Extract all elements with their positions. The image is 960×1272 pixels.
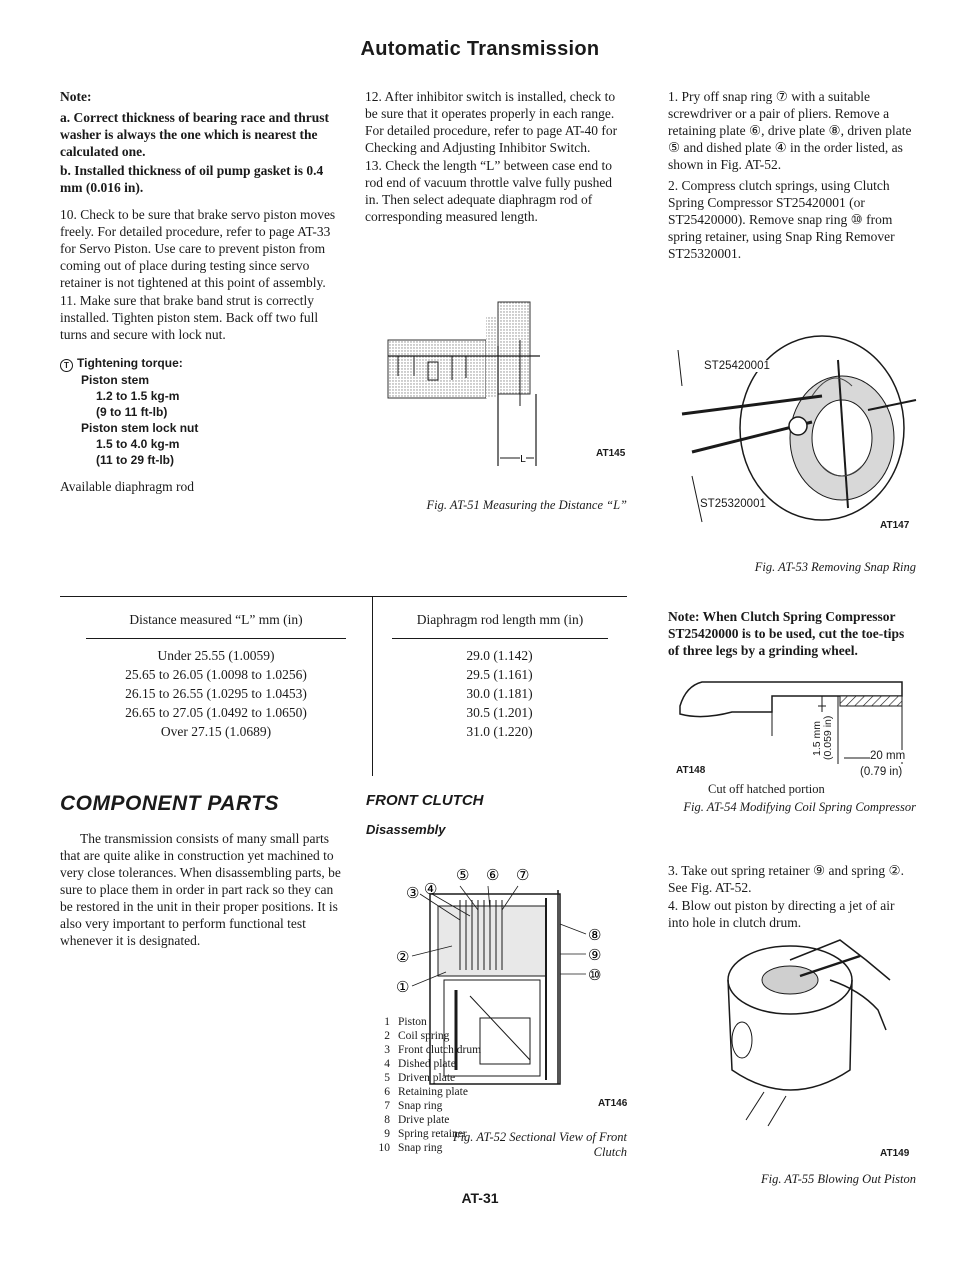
right-step-4: 4. Blow out piston by directing a jet of air into hole in clutch drum.	[668, 898, 895, 930]
torque-title: Tightening torque:	[77, 356, 183, 370]
right-note: Note: When Clutch Spring Compressor ST25420000 is to be used, cut the toe-tips of three legs by a grinding wheel.	[668, 609, 905, 658]
callout-3: ③	[406, 886, 420, 902]
part-name: Dished plate	[398, 1058, 456, 1070]
part-name: Retaining plate	[398, 1086, 468, 1098]
step-10: 10. Check to be sure that brake servo piston moves freely. For detailed procedure, refer to page AT-33 for Servo Piston. Use care to prevent piston from coming out of place during testing since servo retainer is not tightened at this point of assembly.	[60, 207, 336, 290]
callout-8: ⑧	[588, 928, 602, 944]
list-item	[370, 1099, 540, 1113]
step-13: 13. Check the length “L” between case end to rod end of vacuum throttle valve fully pushed in. Then select adequate diaphragm rod of corresponding measured length.	[365, 158, 613, 224]
table-top-rule	[60, 596, 627, 597]
table-row	[60, 684, 627, 703]
left-column	[60, 88, 345, 495]
part-name: Snap ring	[398, 1100, 443, 1112]
part-name: Front clutch drum	[398, 1044, 482, 1056]
middle-column	[365, 88, 627, 225]
right-column	[668, 88, 916, 262]
list-item	[370, 1029, 540, 1043]
fig54-ref: AT148	[676, 765, 706, 776]
note-b: b. Installed thickness of oil pump gasket is 0.4 mm (0.016 in).	[60, 163, 324, 195]
page-title: Automatic Transmission	[360, 38, 600, 60]
fig51-dim-label: L	[520, 454, 526, 465]
fig54-hatch-label: Cut off hatched portion	[708, 782, 825, 796]
table-cell-rod-length: 29.5 (1.161)	[466, 667, 533, 682]
front-clutch-heading: FRONT CLUTCH	[366, 792, 484, 809]
fig54-dim-1: 1.5 mm (0.059 in)	[811, 715, 834, 761]
disassembly-subheading: Disassembly	[366, 822, 446, 837]
torque-line-1: Piston stem	[81, 373, 150, 387]
torque-line-3: (9 to 11 ft-lb)	[96, 405, 168, 419]
callout-2: ②	[396, 950, 410, 966]
right-step-2: 2. Compress clutch springs, using Clutch Spring Compressor ST25420001 (or ST25420000). Remove snap ring ⑩ from spring retainer, using Snap Ring Remover ST25320001.	[668, 178, 895, 261]
list-item	[370, 1085, 540, 1099]
part-number: 8	[384, 1114, 390, 1126]
right-step-1: 1. Pry off snap ring ⑦ with a suitable screwdriver or a pair of pliers. Remove a retaining plate ⑥, drive plate ⑧, driven plate ⑤ and dished plate ④ in the order listed, as shown in Fig. AT-52.	[668, 89, 912, 172]
part-name: Spring retainer	[398, 1128, 467, 1140]
available-rod: Available diaphragm rod	[60, 479, 194, 494]
part-number: 7	[384, 1100, 390, 1112]
part-number: 1	[384, 1016, 390, 1028]
note-title: Note:	[60, 89, 92, 104]
page-number: AT-31	[461, 1190, 499, 1206]
table-cell-distance: Over 27.15 (1.0689)	[160, 724, 272, 739]
right-step-3: 3. Take out spring retainer ⑨ and spring ②. See Fig. AT-52.	[668, 863, 904, 895]
fig55-ref: AT149	[880, 1148, 910, 1159]
diaphragm-table	[60, 646, 627, 741]
table-row	[60, 703, 627, 722]
table-cell-rod-length: 31.0 (1.220)	[466, 724, 533, 739]
table-cell-distance: 26.65 to 27.05 (1.0492 to 1.0650)	[125, 705, 307, 720]
callout-4: ④	[424, 882, 438, 898]
table-cell-rod-length: 29.0 (1.142)	[466, 648, 533, 663]
table-cell-distance: Under 25.55 (1.0059)	[157, 648, 275, 663]
table-header-underline-left	[86, 638, 346, 639]
table-body	[60, 646, 627, 741]
callout-1: ①	[396, 980, 410, 996]
part-number: 3	[384, 1044, 390, 1056]
tightening-torque	[60, 355, 345, 468]
part-number: 2	[384, 1030, 390, 1042]
fig53-caption: Fig. AT-53 Removing Snap Ring	[754, 560, 916, 574]
table-cell-rod-length: 30.0 (1.181)	[466, 686, 533, 701]
component-parts-heading: COMPONENT PARTS	[60, 792, 280, 815]
fig53-ref: AT147	[880, 520, 910, 531]
fig51-ref: AT145	[596, 448, 626, 459]
part-number: 4	[384, 1058, 390, 1070]
list-item	[370, 1043, 540, 1057]
fig54-dim-2a: 20 mm	[870, 750, 906, 762]
table-header-right: Diaphragm rod length mm (in)	[416, 612, 584, 627]
table-cell-distance: 25.65 to 26.05 (1.0098 to 1.0256)	[125, 667, 307, 682]
table-cell-distance: 26.15 to 26.55 (1.0295 to 1.0453)	[125, 686, 307, 701]
callout-6: ⑥	[486, 868, 500, 884]
fig54-dim-2b: (0.79 in)	[860, 766, 903, 778]
torque-line-5: 1.5 to 4.0 kg-m	[96, 437, 180, 451]
fig53-label-2: ST25320001	[700, 498, 766, 510]
part-name: Driven plate	[398, 1072, 456, 1084]
table-cell-rod-length: 30.5 (1.201)	[466, 705, 533, 720]
part-number: 9	[384, 1128, 390, 1140]
step-12: 12. After inhibitor switch is installed, check to be sure that it operates properly in each range. For detailed procedure, refer to page AT-40 for Checking and Adjusting Inhibitor Switch.	[365, 89, 618, 155]
part-number: 10	[378, 1142, 390, 1154]
table-row	[60, 646, 627, 665]
fig51-caption: Fig. AT-51 Measuring the Distance “L”	[426, 498, 627, 512]
part-name: Coil spring	[398, 1030, 450, 1042]
list-item	[370, 1113, 540, 1127]
table-header-left: Distance measured “L” mm (in)	[129, 612, 303, 627]
fig54-caption: Fig. AT-54 Modifying Coil Spring Compressor	[683, 800, 916, 814]
fig-at55-diagram	[690, 920, 920, 1160]
callout-9: ⑨	[588, 948, 602, 964]
fig52-caption: Fig. AT-52 Sectional View of Front Clutch	[452, 1130, 627, 1159]
table-row	[60, 665, 627, 684]
fig-at51-diagram	[380, 296, 630, 476]
torque-icon: T	[60, 359, 73, 372]
callout-10: ⑩	[588, 968, 602, 984]
callout-5: ⑤	[456, 868, 470, 884]
part-name: Snap ring	[398, 1142, 443, 1154]
torque-line-2: 1.2 to 1.5 kg-m	[96, 389, 180, 403]
note-a: a. Correct thickness of bearing race and thrust washer is always the one which is nearest the calculated one.	[60, 110, 329, 159]
torque-line-4: Piston stem lock nut	[81, 421, 199, 435]
list-item	[370, 1071, 540, 1085]
part-number: 6	[384, 1086, 390, 1098]
callout-7: ⑦	[516, 868, 530, 884]
list-item	[370, 1015, 540, 1029]
part-name: Drive plate	[398, 1114, 450, 1126]
fig52-ref: AT146	[598, 1098, 628, 1109]
list-item	[370, 1057, 540, 1071]
component-parts-text: The transmission consists of many small parts that are quite alike in construction yet machined to very close tolerances. When disassembling parts, be sure to place them in order in part rack so they can be restored in the unit in their proper positions. It is also very important to perform functional test whenever it is designated.	[60, 831, 341, 948]
step-11: 11. Make sure that brake band strut is correctly installed. Tighten piston stem. Back off two full turns and secure with lock nut.	[60, 293, 319, 342]
table-header-underline-right	[392, 638, 608, 639]
torque-line-6: (11 to 29 ft-lb)	[96, 453, 175, 467]
table-row	[60, 722, 627, 741]
fig53-label-1: ST25420001	[704, 360, 770, 372]
part-name: Piston	[398, 1016, 427, 1028]
fig55-caption: Fig. AT-55 Blowing Out Piston	[761, 1172, 916, 1186]
part-number: 5	[384, 1072, 390, 1084]
